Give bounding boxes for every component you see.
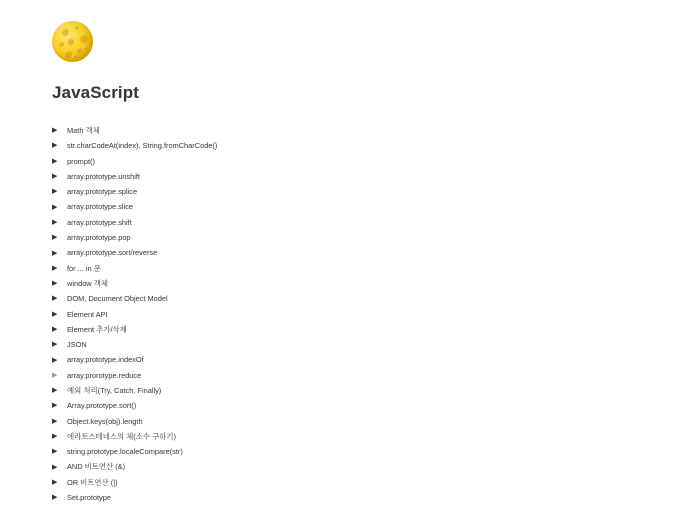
toggle-label: AND 비트연산 (&) <box>67 462 126 472</box>
toggle-block[interactable] <box>52 169 217 184</box>
triangle-right-icon[interactable]: ▶ <box>52 249 58 257</box>
toggle-block[interactable] <box>52 276 217 291</box>
toggle-label: Math 객체 <box>67 125 100 135</box>
toggle-label: array.prototype.slice <box>67 202 133 212</box>
toggle-block[interactable] <box>52 398 217 413</box>
triangle-right-icon[interactable]: ▶ <box>52 341 58 349</box>
triangle-right-icon[interactable]: ▶ <box>52 142 58 150</box>
triangle-right-icon[interactable]: ▶ <box>52 173 58 181</box>
toggle-block[interactable] <box>52 307 217 322</box>
toggle-label: prompt() <box>67 156 95 166</box>
toggle-block[interactable] <box>52 230 217 245</box>
triangle-right-icon[interactable]: ▶ <box>52 326 58 333</box>
toggle-block[interactable] <box>52 215 217 230</box>
triangle-right-icon[interactable]: ▶ <box>52 295 58 303</box>
triangle-right-icon[interactable]: ▶ <box>52 448 58 456</box>
toggle-block[interactable] <box>52 245 217 260</box>
toggle-block[interactable] <box>52 429 217 444</box>
toggle-label: OR 비트연산 (|) <box>67 477 118 487</box>
triangle-right-icon[interactable]: ▶ <box>52 463 58 471</box>
triangle-right-icon[interactable]: ▶ <box>52 356 58 364</box>
toggle-label: str.charCodeAt(index), String.fromCharCode() <box>67 141 218 151</box>
triangle-right-icon[interactable]: ▶ <box>52 280 58 288</box>
triangle-right-icon[interactable]: ▶ <box>52 371 58 379</box>
triangle-right-icon[interactable]: ▶ <box>52 234 58 242</box>
triangle-right-icon[interactable]: ▶ <box>52 157 58 165</box>
toggle-block[interactable] <box>52 352 217 367</box>
toggle-label: 에라토스테네스의 체(소수 구하기) <box>67 431 176 441</box>
toggle-label: array.prototype.sort/reverse <box>67 248 158 258</box>
toggle-label: array.prototype.shift <box>67 217 132 227</box>
triangle-right-icon[interactable]: ▶ <box>52 188 58 196</box>
toggle-block[interactable] <box>52 414 217 429</box>
toggle-block[interactable] <box>52 383 217 398</box>
triangle-right-icon[interactable]: ▶ <box>52 478 58 486</box>
toggle-block[interactable] <box>52 261 217 276</box>
toggle-block[interactable] <box>52 444 217 459</box>
toggle-label: Set.prototype <box>67 493 111 503</box>
toggle-label: Array.prototype.sort() <box>67 401 137 411</box>
triangle-right-icon[interactable]: ▶ <box>52 310 58 318</box>
triangle-right-icon[interactable]: ▶ <box>52 433 58 441</box>
toggle-block[interactable] <box>52 154 217 169</box>
toggle-label: array.prototype.pop <box>67 233 131 243</box>
toggle-label: Element API <box>67 309 108 319</box>
triangle-right-icon[interactable]: ▶ <box>52 127 58 135</box>
toggle-label: array.prototype.indexOf <box>67 355 144 365</box>
toggle-block[interactable] <box>52 138 217 153</box>
toggle-list <box>52 123 217 505</box>
toggle-label: string.prototype.localeCompare(str) <box>67 447 183 457</box>
triangle-right-icon[interactable]: ▶ <box>52 402 58 410</box>
triangle-right-icon[interactable]: ▶ <box>52 494 58 502</box>
toggle-label: array.prototype.splice <box>67 187 138 197</box>
toggle-label: 예외 처리(Try, Catch, Finally) <box>67 385 162 395</box>
triangle-right-icon[interactable]: ▶ <box>52 203 58 211</box>
toggle-block[interactable] <box>52 184 217 199</box>
toggle-block[interactable] <box>52 368 217 383</box>
toggle-block[interactable] <box>52 490 217 505</box>
toggle-label: for ... in 문 <box>67 263 101 273</box>
toggle-block[interactable] <box>52 291 217 306</box>
page-title: JavaScript <box>52 83 139 102</box>
toggle-label: window 객체 <box>67 278 108 288</box>
toggle-label: Element 추가/삭제 <box>67 324 127 334</box>
toggle-label: DOM, Document Object Model <box>67 294 168 304</box>
triangle-right-icon[interactable]: ▶ <box>52 417 58 425</box>
toggle-block[interactable] <box>52 322 217 337</box>
toggle-label: JSON <box>67 340 87 350</box>
toggle-block[interactable] <box>52 460 217 475</box>
toggle-label: Object.keys(obj).length <box>67 416 143 426</box>
toggle-label: array.prorotype.reduce <box>67 370 142 380</box>
triangle-right-icon[interactable]: ▶ <box>52 218 58 226</box>
toggle-block[interactable] <box>52 475 217 490</box>
triangle-right-icon[interactable]: ▶ <box>52 264 58 272</box>
triangle-right-icon[interactable]: ▶ <box>52 387 58 395</box>
toggle-label: array.prototype.unshift <box>67 171 140 181</box>
toggle-block[interactable] <box>52 123 217 138</box>
full-moon-emoji-icon[interactable] <box>52 21 93 62</box>
toggle-block[interactable] <box>52 337 217 352</box>
toggle-block[interactable] <box>52 199 217 214</box>
